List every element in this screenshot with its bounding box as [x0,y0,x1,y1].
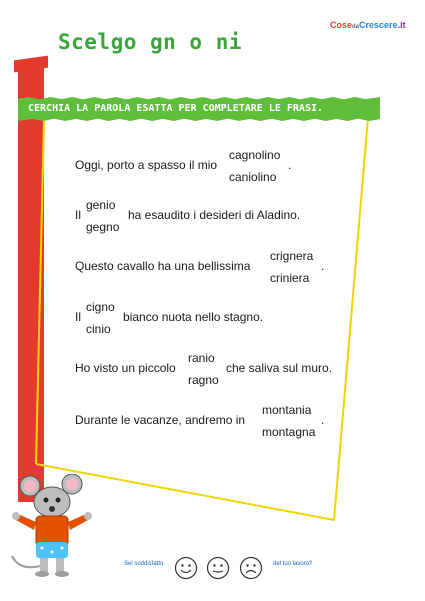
sentence-after: . [321,413,325,427]
sad-face-icon[interactable] [239,556,263,580]
logo-part-2: da [352,24,360,30]
mouse-illustration [10,474,96,584]
option-bottom[interactable]: montagna [262,425,316,439]
footer-question-start: Sei soddisfatto [124,561,164,567]
sentence-before: Durante le vacanze, andremo in [75,413,246,427]
option-top[interactable]: crignera [270,249,314,263]
option-bottom[interactable]: caniolino [229,170,277,184]
logo-part-3: Crescere [359,20,398,30]
happy-face-icon[interactable] [174,556,198,580]
option-top[interactable]: genio [86,198,116,212]
sentence-after: . [288,158,292,172]
page-title: Scelgo gn o ni [58,30,243,54]
sentence-before: Questo cavallo ha una bellissima [75,259,251,273]
instruction-text: CERCHIA LA PAROLA ESATTA PER COMPLETARE LE FRASI. [28,103,324,114]
sentence-after: che saliva sul muro. [226,361,333,375]
option-bottom[interactable]: gegno [86,220,120,234]
sentence-after: bianco nuota nello stagno. [123,310,264,324]
sentence-before: Ho visto un piccolo [75,361,176,375]
logo-part-1: Cose [330,20,353,30]
sentence-after: ha esaudito i desideri di Aladino. [128,208,301,222]
option-bottom[interactable]: cinio [86,322,111,336]
sentence-before: Oggi, porto a spasso il mio [75,158,218,172]
neutral-face-icon[interactable] [206,556,230,580]
option-bottom[interactable]: ragno [188,373,219,387]
logo-suffix: .it [397,20,406,30]
sentence-after: . [321,259,325,273]
site-logo [330,20,406,30]
option-top[interactable]: montania [262,403,312,417]
option-bottom[interactable]: criniera [270,271,310,285]
sentence-before: Il [75,208,81,222]
footer-question-end: del tuo lavoro? [273,561,313,567]
sentence-before: Il [75,310,81,324]
option-top[interactable]: cagnolino [229,148,281,162]
option-top[interactable]: ranio [188,351,215,365]
option-top[interactable]: cigno [86,300,115,314]
red-vertical-bar [18,62,44,502]
